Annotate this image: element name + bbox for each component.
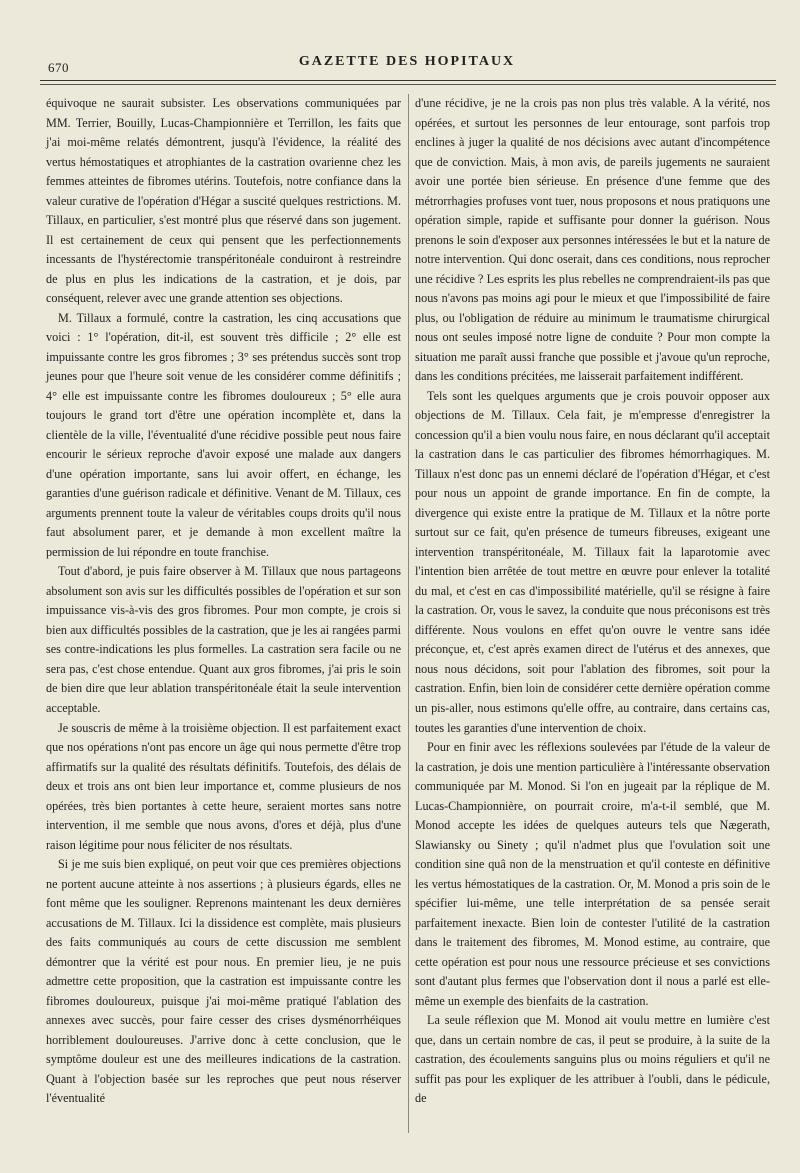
- page-header: [44, 52, 770, 76]
- text-columns: [46, 94, 770, 1133]
- running-title: GAZETTE DES HOPITAUX: [298, 54, 516, 69]
- right-column: [415, 94, 770, 1133]
- header-rule-thin: [40, 84, 776, 85]
- paragraph: Tout d'abord, je puis faire observer à M. Tillaux que nous partageons absolument son avis sur les difficultés possibles de l'opération et sur son impuissance vis-à-vis des gros fibromes. Pour mon compte, je crois si bien aux difficultés possibles de la castration, que je les ai rangées parmi ses contre-indications les plus formelles. La castration sera facile ou ne sera pas, c'est chose entendue. Quant aux gros fibromes, j'ai pris le soin de bien dire que leur ablation transpéritonéale était la seule intervention acceptable.: [46, 564, 401, 715]
- header-rule: [40, 80, 776, 81]
- paragraph: M. Tillaux a formulé, contre la castration, les cinq accusations que voici : 1° l'opération, dit-il, est souvent très difficile ; 2° elle est impuissante contre les gros fibromes ; 3° ses prétendus succès sont trop jeunes pour que l'heure soit venue de les considérer comme définitifs ; 4° elle est impuissante contre les fibromes douloureux ; 5° elle aura toujours le grand tort d'être une opération incomplète et, dans la clientèle de la ville, l'éventualité d'une récidive possible peut nous faire encourir le sérieux reproche d'avoir exposé une malade aux dangers d'une opération importante, sans lui avoir offert, en échange, les garanties d'une guérison radicale et définitive. Venant de M. Tillaux, ces arguments prennent toute la valeur de véritables coups droits qu'il nous faut absolument parer, et je demande à mon excellent maître la permission de lui répondre en toute franchise.: [46, 310, 401, 559]
- page-number: 670: [48, 60, 69, 75]
- paragraph: Si je me suis bien expliqué, on peut voir que ces premières objections ne portent aucune atteinte à nos assertions ; à plusieurs égards, elles ne font même que les souligner. Reprenons maintenant les deux dernières accusations de M. Tillaux. Ici la dissidence est complète, mais plusieurs des faits communiqués au cours de cette discussion me semblent démontrer que la vérité est pour nous. En premier lieu, je ne puis admettre cette proposition, que la castration est impuissante contre les fibromes douloureux, puisque j'ai moi-même pratiqué l'ablation des annexes avec succès, pour faire cesser des crises dysménorrhéiques horriblement douloureuses. J'arrive donc à cette conclusion, que le symptôme douleur est une des meilleures indications de la castration. Quant à l'objection basée sur les reproches que peut nous réserver l'éventualité: [46, 857, 401, 1106]
- paragraph: Tels sont les quelques arguments que je crois pouvoir opposer aux objections de M. Tillaux. Cela fait, je m'empresse d'enregistrer la concession qu'il a bien voulu nous faire, en nous déclarant qu'il acceptait la castration dans le cas particulier des fibromes hémorrhagiques. M. Tillaux n'est donc pas un ennemi déclaré de l'opération d'Hégar, et c'est pour nous un appoint de grande importance. En fin de compte, la divergence qui existe entre la pratique de M. Tillaux et la nôtre porte surtout sur ce fait, qu'en présence de tumeurs fibreuses, exigeant une intervention transpéritonéale, M. Tillaux fait la laparotomie avec l'intention bien arrêtée de tout mettre en œuvre pour enlever la totalité du mal, et c'est en cas d'impossibilité matérielle, qu'il se résigne à faire la castration. Or, vous le savez, la conduite que nous préconisons est très différente. Nous voulons en effet qu'on ouvre le ventre sans idée préconçue, et, c'est après examen direct de l'utérus et des annexes, que nous nous décidons, soit pour l'ablation des fibromes, soit pour la castration. Enfin, bien loin de considérer cette dernière opération comme un pis-aller, nous estimons qu'elle offre, au contraire, dans certains cas, toutes les garanties d'une intervention de choix.: [415, 388, 770, 735]
- paragraph: Pour en finir avec les réflexions soulevées par l'étude de la valeur de la castration, je dois une mention particulière à l'intéressante observation communiquée par M. Monod. Si l'on en jugeait par la réplique de M. Lucas-Championnière, on pourrait croire, m'a-t-il semblé, que M. Monod accepte les idées de quelques auteurs tels que Nægerath, Slawiansky ou Sinety ; qu'il n'admet plus que l'ovulation soit une condition sine quâ non de la menstruation et qu'il conteste en définitive les vertus hémostatiques de la castration. Or, M. Monod a pris soin de le spécifier lui-même, une telle interprétation de sa pensée serait parfaitement inexacte. Bien loin de contester l'utilité de la castration dans le traitement des fibromes, M. Monod estime, au contraire, que cette opération est pour nous une ressource précieuse et ses convictions sont d'autant plus fermes que l'observation dont il nous a parlé est elle-même un exemple des bienfaits de la castration.: [415, 740, 770, 1008]
- paragraph: d'une récidive, je ne la crois pas non plus très valable. A la vérité, nos opérées, et surtout les personnes de leur entourage, sont parfois trop enclines à juger la qualité de nos décisions avec autant d'incompétence que de conviction. Mais, à mon avis, de pareils jugements ne sauraient avoir une portée bien sérieuse. En présence d'une femme que des métrorrhagies profuses vont tuer, nous proposons et nous pratiquons une opération simple, rapide et suffisante pour donner la guérison. Nous prenons le soin d'exposer aux personnes intéressées le but et la nature de notre intervention. Qui donc oserait, dans ces conditions, nous reprocher une récidive ? Les esprits les plus rebelles ne comprendraient-ils pas que nous n'avons pas moins agi pour le mieux et que l'impossibilité de faire plus, ou l'obligation de réduire au minimum le traumatisme chirurgical nous ont seules imposé notre ligne de conduite ? Pour mon compte la situation me paraît aussi franche que possible et j'avoue qu'un reproche, dans les conditions précitées, me laisserait parfaitement indifférent.: [415, 96, 770, 384]
- paragraph: Je souscris de même à la troisième objection. Il est parfaitement exact que nos opérations n'ont pas encore un âge qui nous permette d'être trop affirmatifs sur la qualité des résultats définitifs. Toutefois, des délais de deux et trois ans ont bien leur importance et, comme plusieurs de nos opérées, très bien portantes à cette heure, seraient mortes sans notre intervention, il me semble que nous avons, d'ores et déjà, plus d'une raison légitime pour nous féliciter de nos résultats.: [46, 720, 401, 852]
- paragraph: La seule réflexion que M. Monod ait voulu mettre en lumière c'est que, dans un certain nombre de cas, il peut se produire, à la suite de la castration, des écoulements sanguins plus ou moins réguliers et qu'il ne suffit pas pour les expliquer de les attribuer à l'oubli, dans le pédicule, de: [415, 1013, 770, 1106]
- left-column: [46, 94, 401, 1133]
- paragraph: équivoque ne saurait subsister. Les observations communiquées par MM. Terrier, Bouilly, Lucas-Championnière et Terrillon, les faits que j'ai moi-même relatés démontrent, jusqu'à l'évidence, la réalité des vertus hémostatiques et atrophiantes de la castration ovarienne chez les femmes atteintes de fibromes utérins. Toutefois, notre confiance dans la valeur curative de l'opération d'Hégar a suscité quelques restrictions. M. Tillaux, en particulier, s'est montré plus que réservé dans son jugement. Il est certainement de ceux qui pensent que les perfectionnements incessants de l'hystérectomie transpéritonéale conduiront à restreindre de plus en plus les indications de la castration, et je dois, par conséquent, relever avec une grande attention ses objections.: [46, 96, 401, 306]
